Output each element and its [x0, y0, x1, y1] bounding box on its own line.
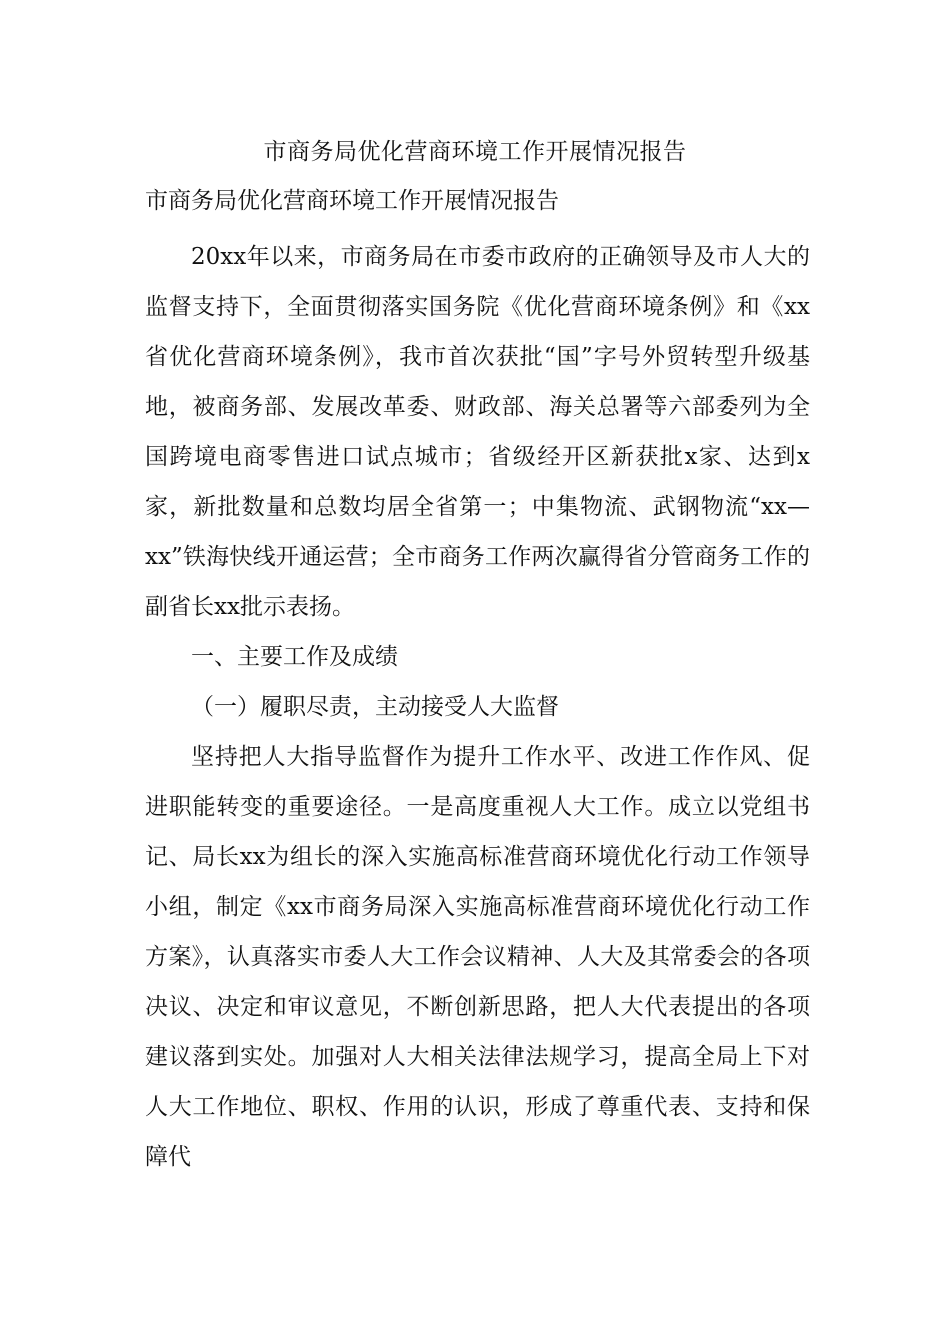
- section-heading-1: 一、主要工作及成绩: [191, 644, 398, 670]
- document-body: [145, 232, 810, 1182]
- subsection-heading-1: （一）履职尽责，主动接受人大监督: [191, 694, 559, 720]
- document-subtitle: 市商务局优化营商环境工作开展情况报告: [145, 188, 559, 214]
- document-title: 市商务局优化营商环境工作开展情况报告: [263, 139, 687, 165]
- main-paragraph: 坚持把人大指导监督作为提升工作水平、改进工作作风、促进职能转变的重要途径。一是高度重视人大工作。成立以党组书记、局长xx为组长的深入实施高标准营商环境优化行动工作领导小组，制定《xx市商务局深入实施高标准营商环境优化行动工作方案》，认真落实市委人大工作会议精神、人大及其常委会的各项决议、决定和审议意见，不断创新思路，把人大代表提出的各项建议落到实处。加强对人大相关法律法规学习，提高全局上下对人大工作地位、职权、作用的认识，形成了尊重代表、支持和保障代: [145, 744, 810, 1170]
- intro-paragraph: 20xx年以来，市商务局在市委市政府的正确领导及市人大的监督支持下，全面贯彻落实国务院《优化营商环境条例》和《xx省优化营商环境条例》，我市首次获批“国”字号外贸转型升级基地，被商务部、发展改革委、财政部、海关总署等六部委列为全国跨境电商零售进口试点城市；省级经开区新获批x家、达到x家，新批数量和总数均居全省第一；中集物流、武钢物流“xx—xx”铁海快线开通运营；全市商务工作两次赢得省分管商务工作的副省长xx批示表扬。: [145, 244, 810, 620]
